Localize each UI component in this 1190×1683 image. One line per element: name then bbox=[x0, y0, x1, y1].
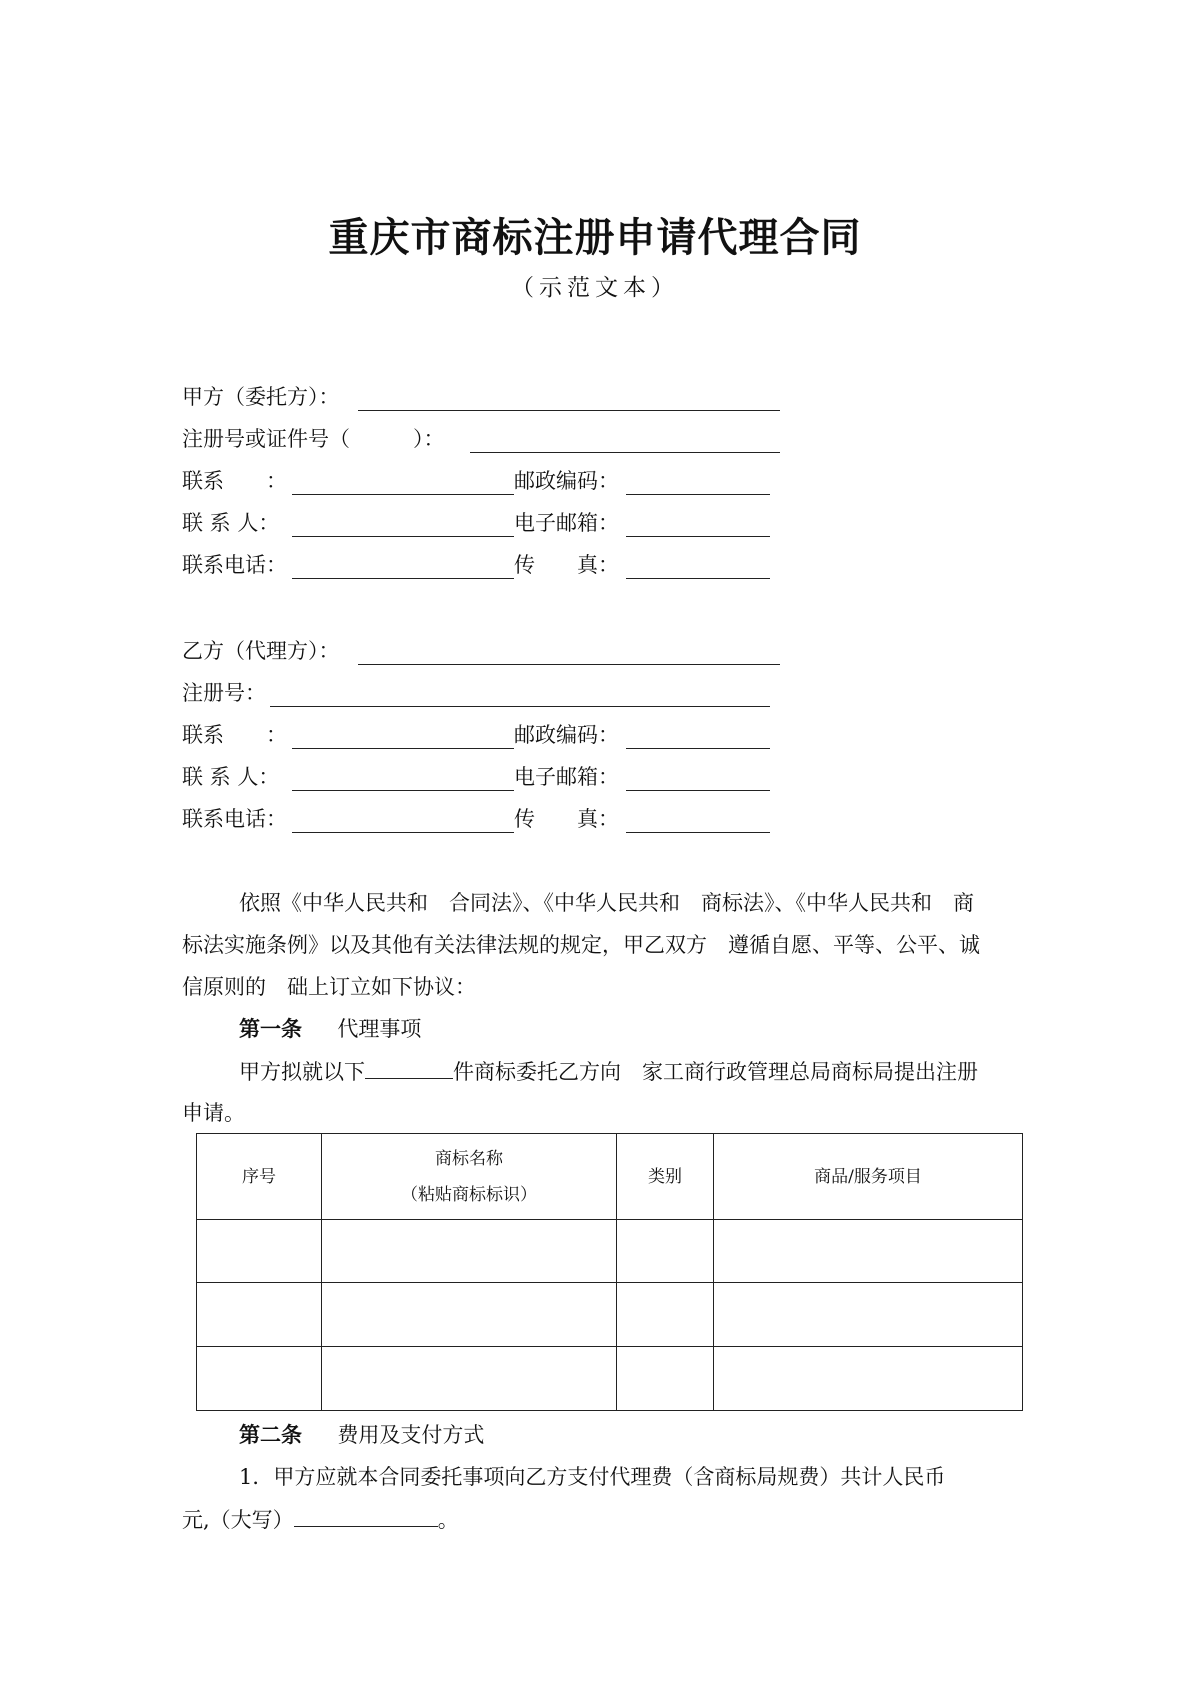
trademark-count-field[interactable] bbox=[365, 1056, 453, 1079]
party-a-email-field[interactable] bbox=[626, 508, 770, 537]
header-class: 类别 bbox=[617, 1134, 714, 1220]
party-a-postcode-label: 邮政编码： bbox=[514, 469, 619, 493]
party-a-contact-field[interactable] bbox=[292, 466, 514, 495]
party-a-phone-line bbox=[182, 550, 782, 580]
party-a-name-field[interactable] bbox=[358, 382, 780, 411]
table-cell[interactable] bbox=[322, 1347, 617, 1411]
party-a-fax-field[interactable] bbox=[626, 550, 770, 579]
table-cell[interactable] bbox=[714, 1220, 1023, 1283]
trademark-table bbox=[196, 1133, 1023, 1411]
article-1-text-before: 甲方拟就以下 bbox=[239, 1060, 365, 1084]
table-cell[interactable] bbox=[714, 1347, 1023, 1411]
article-1-title: 代理事项 bbox=[337, 1017, 422, 1041]
party-a-fax-label: 传 真： bbox=[514, 553, 619, 577]
table-cell[interactable] bbox=[617, 1283, 714, 1347]
header-trademark-name-label: 商标名称 bbox=[435, 1148, 503, 1169]
preamble-line-3: 信原则的 础上订立如下协议： bbox=[182, 975, 476, 999]
fee-uppercase-field[interactable] bbox=[294, 1504, 438, 1527]
table-cell[interactable] bbox=[617, 1220, 714, 1283]
table-cell[interactable] bbox=[197, 1283, 322, 1347]
preamble-line-2: 标法实施条例》以及其他有关法律法规的规定，甲乙双方 遵循自愿、平等、公平、诚 bbox=[182, 933, 980, 957]
party-b-reg-line bbox=[182, 678, 782, 708]
table-row bbox=[197, 1347, 1023, 1411]
party-b-person-field[interactable] bbox=[292, 762, 514, 791]
party-a-postcode-field[interactable] bbox=[626, 466, 770, 495]
party-b-phone-field[interactable] bbox=[292, 804, 514, 833]
party-a-contact-line bbox=[182, 466, 782, 496]
article-1-text-line bbox=[182, 1056, 1074, 1087]
article-1-heading: 第一条 bbox=[239, 1016, 302, 1041]
party-a-reg-field[interactable] bbox=[470, 424, 780, 453]
header-serial: 序号 bbox=[197, 1134, 322, 1220]
article-1-heading-line bbox=[182, 1014, 1074, 1044]
article-2-heading-line bbox=[182, 1420, 1074, 1450]
party-b-phone-label: 联系电话： bbox=[182, 807, 287, 831]
party-b-contact-line bbox=[182, 720, 782, 750]
party-b-name-label: 乙方（代理方）： bbox=[182, 639, 340, 663]
party-b-contact-label: 联系 ： bbox=[182, 723, 287, 747]
document-subtitle: （示范文本） bbox=[511, 275, 679, 301]
party-a-person-field[interactable] bbox=[292, 508, 514, 537]
party-b-person-line bbox=[182, 762, 782, 792]
party-a-name-label: 甲方（委托方）： bbox=[182, 385, 340, 409]
article-1-text-after: 件商标委托乙方向 家工商行政管理总局商标局提出注册 bbox=[453, 1060, 978, 1084]
preamble-line-1: 依照《中华人民共和 合同法》、《中华人民共和 商标法》、《中华人民共和 商 bbox=[239, 891, 974, 915]
table-row bbox=[197, 1283, 1023, 1347]
party-a-reg-line bbox=[182, 424, 782, 454]
party-b-email-label: 电子邮箱： bbox=[514, 765, 619, 789]
table-cell[interactable] bbox=[714, 1283, 1023, 1347]
party-b-person-label: 联 系 人： bbox=[182, 765, 280, 789]
party-b-fax-field[interactable] bbox=[626, 804, 770, 833]
party-a-phone-label: 联系电话： bbox=[182, 553, 287, 577]
article-2-title: 费用及支付方式 bbox=[337, 1423, 485, 1447]
table-cell[interactable] bbox=[617, 1347, 714, 1411]
party-b-fax-label: 传 真： bbox=[514, 807, 619, 831]
party-b-contact-field[interactable] bbox=[292, 720, 514, 749]
party-b-reg-field[interactable] bbox=[270, 678, 770, 707]
party-a-contact-label: 联系 ： bbox=[182, 469, 287, 493]
table-cell[interactable] bbox=[197, 1220, 322, 1283]
table-cell[interactable] bbox=[197, 1347, 322, 1411]
party-a-phone-field[interactable] bbox=[292, 550, 514, 579]
party-b-reg-label: 注册号： bbox=[182, 681, 266, 705]
article-2-item-1-line-1: 1．甲方应就本合同委托事项向乙方支付代理费（含商标局规费）共计人民币 bbox=[239, 1465, 946, 1489]
fee-uppercase-label: 元,（大写） bbox=[182, 1508, 294, 1532]
party-b-postcode-field[interactable] bbox=[626, 720, 770, 749]
party-a-name-line bbox=[182, 382, 782, 412]
party-a-email-label: 电子邮箱： bbox=[514, 511, 619, 535]
party-b-email-field[interactable] bbox=[626, 762, 770, 791]
party-a-person-line bbox=[182, 508, 782, 538]
article-1-text-cont: 申请。 bbox=[182, 1101, 245, 1125]
header-goods-services: 商品/服务项目 bbox=[714, 1134, 1023, 1220]
table-cell[interactable] bbox=[322, 1220, 617, 1283]
party-a-reg-label: 注册号或证件号（ ）： bbox=[182, 427, 445, 451]
party-b-name-field[interactable] bbox=[358, 636, 780, 665]
article-2-heading: 第二条 bbox=[239, 1422, 302, 1447]
party-b-phone-line bbox=[182, 804, 782, 834]
header-trademark-name bbox=[322, 1134, 617, 1220]
article-2-item-1-line-2 bbox=[182, 1504, 1017, 1535]
table-row bbox=[197, 1220, 1023, 1283]
party-a-person-label: 联 系 人： bbox=[182, 511, 280, 535]
header-trademark-name-note: （粘贴商标标识） bbox=[401, 1184, 537, 1205]
party-b-postcode-label: 邮政编码： bbox=[514, 723, 619, 747]
document-title: 重庆市商标注册申请代理合同 bbox=[328, 214, 862, 261]
table-cell[interactable] bbox=[322, 1283, 617, 1347]
fee-line-end: 。 bbox=[437, 1508, 459, 1532]
party-b-name-line bbox=[182, 636, 782, 666]
table-header-row bbox=[197, 1134, 1023, 1220]
